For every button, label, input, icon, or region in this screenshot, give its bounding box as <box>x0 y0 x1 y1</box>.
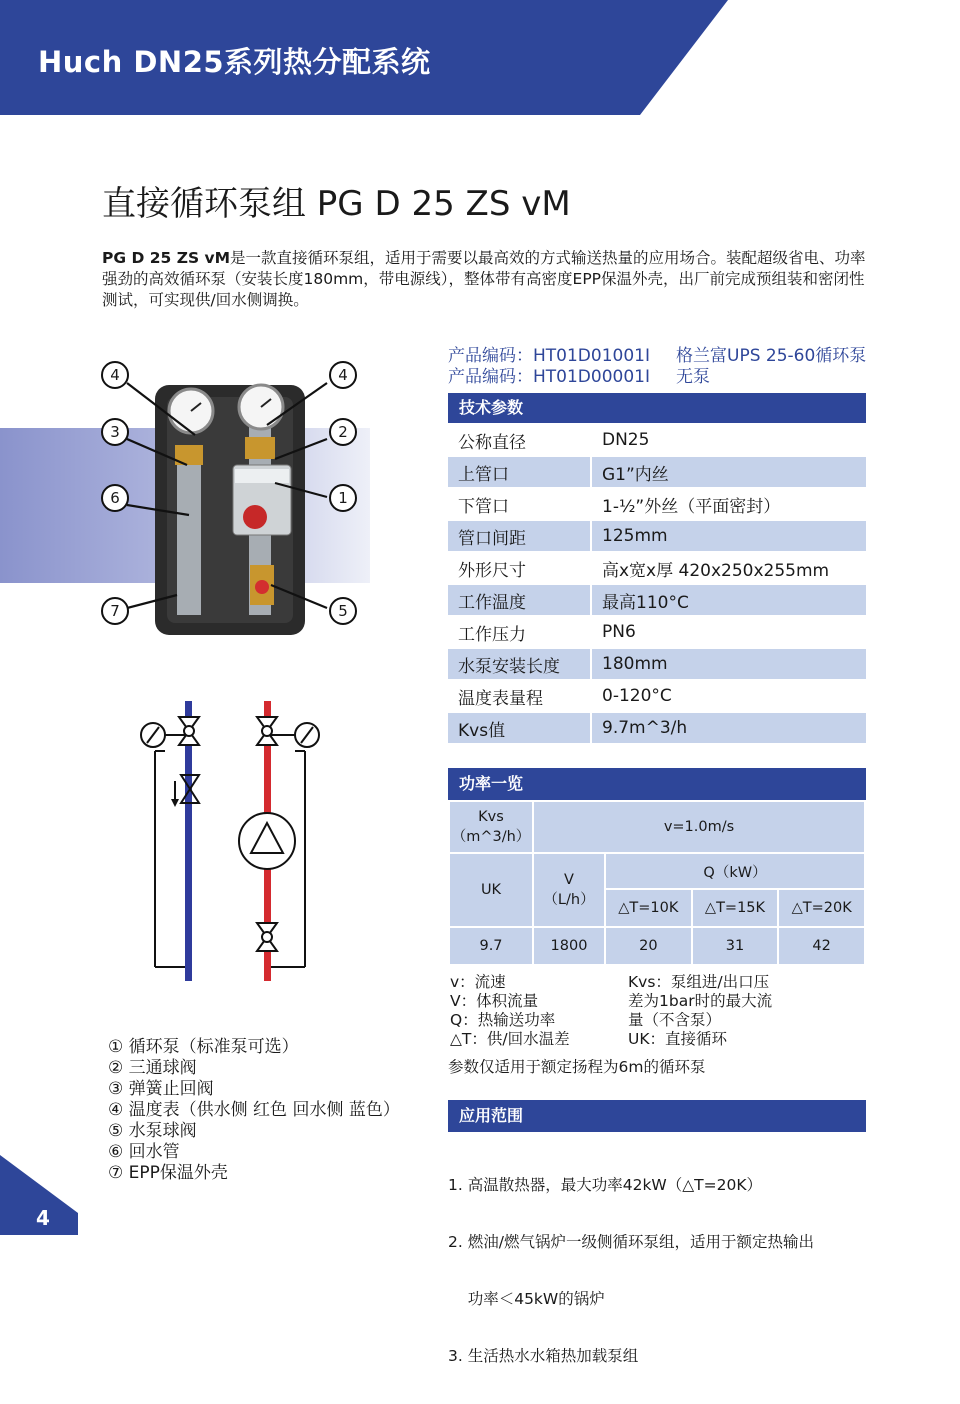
note-line: Kvs：泵组进/出口压 <box>628 973 770 991</box>
scope-section <box>448 1100 866 1404</box>
power-V-header: V （L/h） <box>533 853 605 927</box>
note-line: △T：供/回水温差 <box>450 1030 570 1048</box>
power-cell: 42 <box>778 927 865 965</box>
tech-key: 管口间距 <box>448 521 590 551</box>
table-row <box>448 425 866 455</box>
scope-item: 1. 高温散热器，最大功率42kW（△T=20K） <box>448 1176 763 1194</box>
table-row <box>448 681 866 711</box>
note-line: V：体积流量 <box>450 992 539 1010</box>
power-table <box>448 800 866 966</box>
power-dt-10: △T=10K <box>605 889 692 927</box>
tech-value: 125mm <box>590 521 866 551</box>
notes-right <box>628 973 772 1049</box>
scope-item: 功率＜45kW的锅炉 <box>448 1290 605 1308</box>
note-line: v：流速 <box>450 973 506 991</box>
note-line: Q：热输送功率 <box>450 1011 556 1029</box>
tech-key: 外形尺寸 <box>458 560 526 581</box>
callout-2: 2 <box>329 418 357 446</box>
tech-value: 0-120°C <box>590 681 866 711</box>
tech-key: 温度表量程 <box>458 688 543 709</box>
callout-5: 5 <box>329 597 357 625</box>
power-v-header: v=1.0m/s <box>533 801 865 853</box>
scope-item: 2. 燃油/燃气锅炉一级侧循环泵组，适用于额定热输出 <box>448 1233 814 1251</box>
power-Q-header: Q（kW） <box>605 853 865 889</box>
power-heading: 功率一览 <box>448 768 866 800</box>
legend-item: ③ 弹簧止回阀 <box>108 1079 214 1099</box>
tech-value: PN6 <box>590 617 866 647</box>
table-row <box>448 585 866 615</box>
tech-section <box>448 393 866 745</box>
note-line: UK：直接循环 <box>628 1030 728 1048</box>
intro-model: PG D 25 ZS vM <box>102 249 231 267</box>
legend-item: ⑦ EPP保温外壳 <box>108 1163 228 1183</box>
scope-item: 3. 生活热水水箱热加载泵组 <box>448 1347 639 1365</box>
callout-3: 3 <box>101 418 129 446</box>
product-code-1: 产品编码：HT01D01001I <box>448 346 650 366</box>
legend-item: ④ 温度表（供水侧 红色 回水侧 蓝色） <box>108 1100 400 1120</box>
tech-value: DN25 <box>590 425 866 455</box>
component-legend <box>108 1037 400 1184</box>
scope-heading: 应用范围 <box>448 1100 866 1132</box>
table-row <box>448 553 866 583</box>
table-row <box>448 649 866 679</box>
intro-paragraph <box>102 248 877 311</box>
callout-4a: 4 <box>101 361 129 389</box>
tech-value: G1”内丝 <box>590 457 866 487</box>
legend-item: ⑤ 水泵球阀 <box>108 1121 197 1141</box>
tech-key: 公称直径 <box>458 432 526 453</box>
power-cell: 20 <box>605 927 692 965</box>
tech-key: 上管口 <box>448 457 590 487</box>
callout-6: 6 <box>101 484 129 512</box>
table-row <box>448 489 866 519</box>
legend-item: ⑥ 回水管 <box>108 1142 180 1162</box>
notes-left <box>450 973 570 1049</box>
callout-1: 1 <box>329 484 357 512</box>
tech-table <box>448 423 866 745</box>
page-number: 4 <box>36 1206 50 1230</box>
tech-key: 下管口 <box>458 496 509 517</box>
tech-key: 水泵安装长度 <box>448 649 590 679</box>
table-row <box>449 801 865 853</box>
tech-value: 高x宽x厚 420x250x255mm <box>590 553 866 583</box>
note-bottom: 参数仅适用于额定扬程为6m的循环泵 <box>448 1058 706 1076</box>
table-row <box>449 927 865 965</box>
callout-4b: 4 <box>329 361 357 389</box>
note-line: 量（不含泵） <box>628 1011 722 1029</box>
tech-key: 工作压力 <box>458 624 526 645</box>
tech-key: 工作温度 <box>448 585 590 615</box>
note-line: 差为1bar时的最大流 <box>628 992 773 1010</box>
table-row <box>448 457 866 487</box>
product-desc-1: 格兰富UPS 25-60循环泵 <box>676 346 867 366</box>
header-title: Huch DN25系列热分配系统 <box>38 45 431 79</box>
power-kvs-header: Kvs （m^3/h） <box>449 801 533 853</box>
product-codes <box>448 341 878 385</box>
hydraulic-schematic <box>135 695 325 985</box>
table-row <box>449 853 865 889</box>
tech-value: 180mm <box>590 649 866 679</box>
power-cell: 9.7 <box>449 927 533 965</box>
power-cell: 31 <box>692 927 779 965</box>
legend-item: ① 循环泵（标准泵可选） <box>108 1037 299 1057</box>
page-title: 直接循环泵组 PG D 25 ZS vM <box>102 184 571 224</box>
legend-item: ② 三通球阀 <box>108 1058 197 1078</box>
power-cell: 1800 <box>533 927 605 965</box>
table-row <box>448 617 866 647</box>
power-section <box>448 768 866 966</box>
tech-value: 最高110°C <box>590 585 866 615</box>
tech-value: 9.7m^3/h <box>590 713 866 743</box>
product-desc-2: 无泵 <box>676 367 710 387</box>
table-row <box>448 713 866 743</box>
table-row <box>448 521 866 551</box>
power-dt-20: △T=20K <box>778 889 865 927</box>
callout-7: 7 <box>101 597 129 625</box>
tech-heading: 技术参数 <box>448 393 866 423</box>
tech-value: 1-½”外丝（平面密封） <box>590 489 866 519</box>
power-dt-15: △T=15K <box>692 889 779 927</box>
intro-text: 是一款直接循环泵组，适用于需要以最高效的方式输送热量的应用场合。装配超级省电、功率强劲的高效循环泵（安装长度180mm，带电源线），整体带有高密度EPP保温外壳，出厂前完成预组装和密闭性测试，可实现供/回水侧调换。 <box>102 249 866 309</box>
product-code-2: 产品编码：HT01D00001I <box>448 367 650 387</box>
power-uk-header: UK <box>449 853 533 927</box>
tech-key: Kvs值 <box>448 713 590 743</box>
